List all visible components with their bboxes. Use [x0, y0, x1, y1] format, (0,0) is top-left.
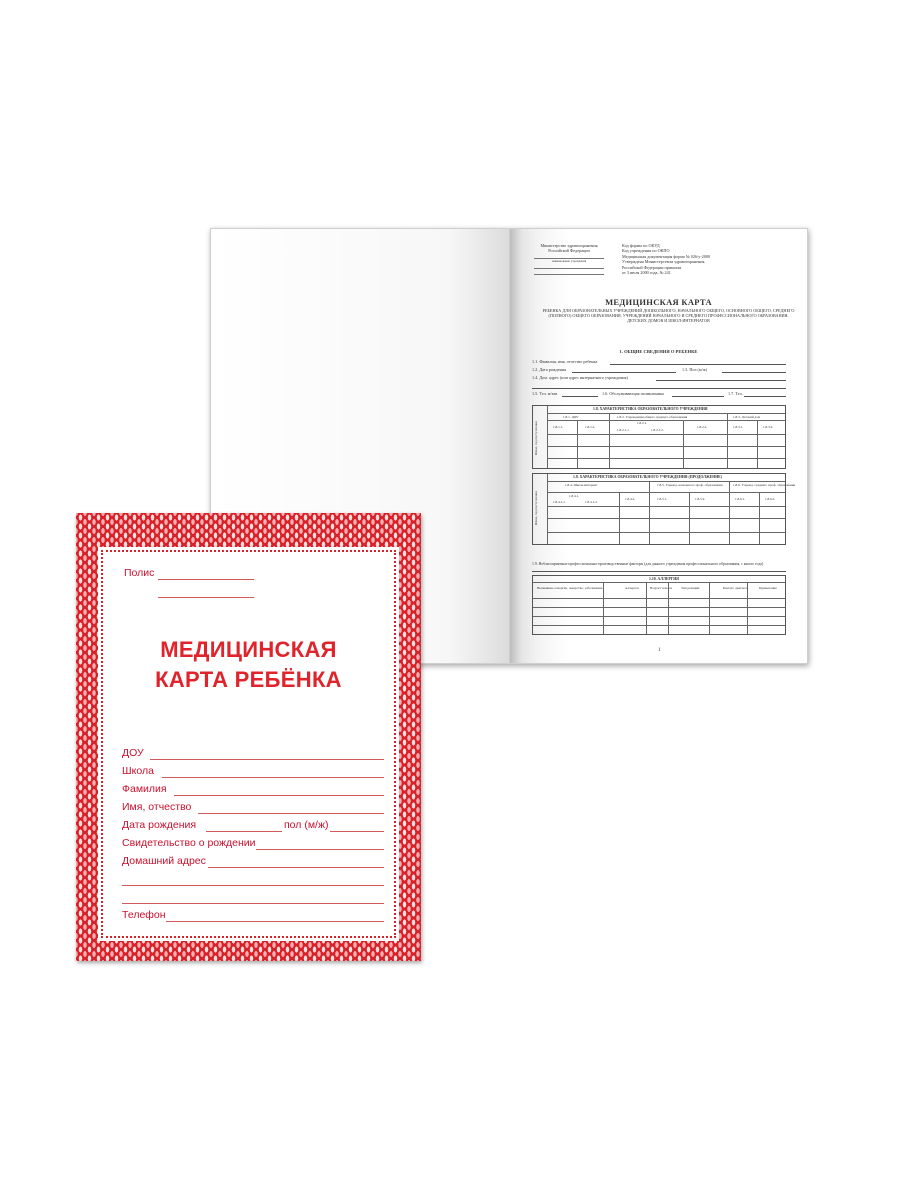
field-1-3-line — [722, 372, 786, 373]
field-1-5-line — [562, 396, 598, 397]
table-1-code: 1.8.2.1.2. — [651, 428, 664, 432]
form-number-label: Медицинская документация форма № 026/у-2000 — [622, 253, 711, 259]
table-1-code: 1.8.2.1.1. — [617, 428, 630, 432]
birth-date-label: Дата рождения — [122, 819, 197, 831]
field-1-4: 1.4. Дом. адрес (или адрес интернатного учреждения) — [532, 375, 628, 380]
ministry-label-2: Российской Федерации — [548, 248, 590, 254]
cover-title-line-1: МЕДИЦИНСКАЯ — [160, 637, 337, 662]
okud-label: Код формы по ОКУД — [622, 243, 660, 248]
phone-label: Телефон — [122, 909, 166, 921]
table-2-code: 1.8.6.1. — [735, 497, 746, 501]
form-header-right — [622, 243, 710, 275]
field-1-7-line — [744, 396, 786, 397]
allergy-header: Примечание — [759, 586, 777, 590]
field-1-4-line — [656, 380, 786, 381]
allergy-header: Вызвавшие аллерген, лекарство, заболевание — [537, 586, 603, 590]
table-1-header-1: 1.8.1. ДОУ — [563, 415, 579, 419]
table-1-code: 1.8.1.1. — [553, 425, 564, 429]
surname-label: Фамилия — [122, 783, 167, 795]
table-2-header-3: 1.8.6. Учрежд. среднего проф. образования — [733, 483, 796, 487]
page-number: 1 — [658, 648, 661, 653]
phone-line — [166, 921, 384, 922]
okpo-label: Код учреждения по ОКПО — [622, 248, 670, 254]
table-1-code: 1.8.2.2. — [697, 425, 708, 429]
field-1-1-line — [610, 364, 786, 365]
allergy-table — [532, 575, 786, 635]
field-1-2: 1.2. Дата рождения — [532, 367, 567, 372]
table-2-header-2: 1.8.5. Учрежд. начального проф. образования — [657, 483, 723, 487]
sex-label: пол (м/ж) — [284, 819, 329, 831]
polis-line — [158, 579, 254, 580]
table-2-header-1: 1.8.4. Школа-интернат — [565, 483, 598, 487]
field-1-4-line-2 — [532, 388, 786, 389]
birth-date-line — [206, 831, 282, 832]
field-1-7: 1.7. Тел. — [728, 391, 743, 396]
table-2-code: 1.8.4.1.2. — [585, 500, 598, 504]
name-line — [198, 813, 384, 814]
factors-line — [532, 571, 786, 572]
form-page — [510, 228, 808, 664]
sex-line — [330, 831, 384, 832]
allergy-header: Тип реакции — [681, 586, 700, 590]
table-2-side-label: Школ, год поступления — [533, 491, 538, 525]
birth-certificate-line — [256, 849, 384, 850]
section-1-title: 1. ОБЩИЕ СВЕДЕНИЯ О РЕБЕНКЕ — [619, 349, 698, 354]
ministry-label: Министерство здравоохранения — [540, 243, 598, 248]
address-line-2 — [122, 885, 384, 886]
factors-label: 1.9. Неблагоприятные профессионально-производственные факторы (для данного учреждения профессионального образования, с какого года) — [532, 562, 764, 566]
field-1-3: 1.3. Пол (м/ж) — [682, 367, 708, 372]
form-title: МЕДИЦИНСКАЯ КАРТА — [605, 297, 712, 307]
table-2-code: 1.8.5.1. — [657, 497, 668, 501]
cover-white-panel — [98, 547, 399, 941]
table-2-code: 1.8.5.2. — [695, 497, 706, 501]
table-2-code: 1.8.4.1.1. — [553, 500, 566, 504]
approval-label-2: Российской Федерации приказом — [622, 264, 682, 270]
table-1-caption: 1.8. ХАРАКТЕРИСТИКА ОБРАЗОВАТЕЛЬНОГО УЧРЕЖДЕНИЯ — [593, 407, 708, 411]
field-1-6: 1.6. Обслуживающая поликлиника — [602, 391, 664, 396]
table-1-code: 1.8.3.2. — [763, 425, 774, 429]
allergy-header: Аллерген — [625, 586, 639, 590]
table-2-code: 1.8.4.2. — [625, 497, 636, 501]
allergy-caption: 1.10. АЛЛЕРГИЯ — [649, 577, 679, 581]
table-1-code: 1.8.2.1. — [637, 421, 648, 425]
table-2-code: 1.8.6.2. — [765, 497, 776, 501]
order-date-label: от 3 июля 2000 года, № 241 — [622, 270, 671, 276]
surname-line — [174, 795, 384, 796]
birth-certificate-label: Свидетельство о рождении — [122, 837, 256, 849]
table-1-header-3: 1.8.3. Детский дом — [733, 415, 760, 419]
table-2-code: 1.8.4.1. — [569, 494, 580, 498]
table-2-caption: 1.8. ХАРАКТЕРИСТИКА ОБРАЗОВАТЕЛЬНОГО УЧРЕЖДЕНИЯ (ПРОДОЛЖЕНИЕ) — [573, 475, 722, 479]
dou-label: ДОУ — [122, 747, 144, 759]
table-1-header-2: 1.8.2. Учреждения общего среднего образования — [617, 415, 688, 419]
cover-title — [100, 635, 397, 695]
booklet-cover — [76, 513, 421, 961]
field-1-5: 1.5. Тел. м/заи — [532, 391, 558, 396]
address-label: Домашний адрес — [122, 855, 206, 867]
school-label: Школа — [122, 765, 154, 777]
form-header-left — [534, 243, 604, 275]
table-1-code: 1.8.3.1. — [733, 425, 744, 429]
table-1-code: 1.8.1.2. — [585, 425, 596, 429]
institution-table-1 — [532, 405, 786, 469]
approval-label: Утверждена Министерством здравоохранения — [622, 259, 705, 265]
cover-title-line-2: КАРТА РЕБЁНКА — [155, 667, 342, 692]
address-line — [208, 867, 384, 868]
polis-line-2 — [158, 597, 254, 598]
polis-label: Полис — [124, 567, 155, 579]
name-label: Имя, отчество — [122, 801, 192, 813]
school-line — [162, 777, 384, 778]
field-1-6-line — [672, 396, 724, 397]
institution-caption: наименование учреждения — [551, 258, 587, 263]
dou-line — [150, 759, 384, 760]
field-1-2-line — [572, 372, 676, 373]
table-1-side-label: Школ, год поступления — [533, 421, 538, 455]
address-line-3 — [122, 903, 384, 904]
form-subtitle: РЕБЕНКА ДЛЯ ОБРАЗОВАТЕЛЬНЫХ УЧРЕЖДЕНИЙ ДОШКОЛЬНОГО, НАЧАЛЬНОГО ОБЩЕГО, ОСНОВНОГО ОБЩЕГО, СРЕДНЕГО (ПОЛНОГО) ОБЩЕГО ОБРАЗОВАНИЯ, УЧРЕЖДЕНИЙ НАЧАЛЬНОГО И СРЕДНЕГО ПРОФЕССИОНАЛЬНОГО ОБРАЗОВАНИЯ, ДЕТСКИХ ДОМОВ И ШКОЛ-ИНТЕРНАТОВ — [542, 308, 795, 324]
institution-table-2 — [532, 473, 796, 545]
allergy-header: Возраст начала — [650, 586, 672, 590]
allergy-header: Бюллет. диагноза — [723, 586, 748, 590]
field-1-1: 1.1. Фамилия, имя, отчество ребенка — [532, 359, 598, 364]
